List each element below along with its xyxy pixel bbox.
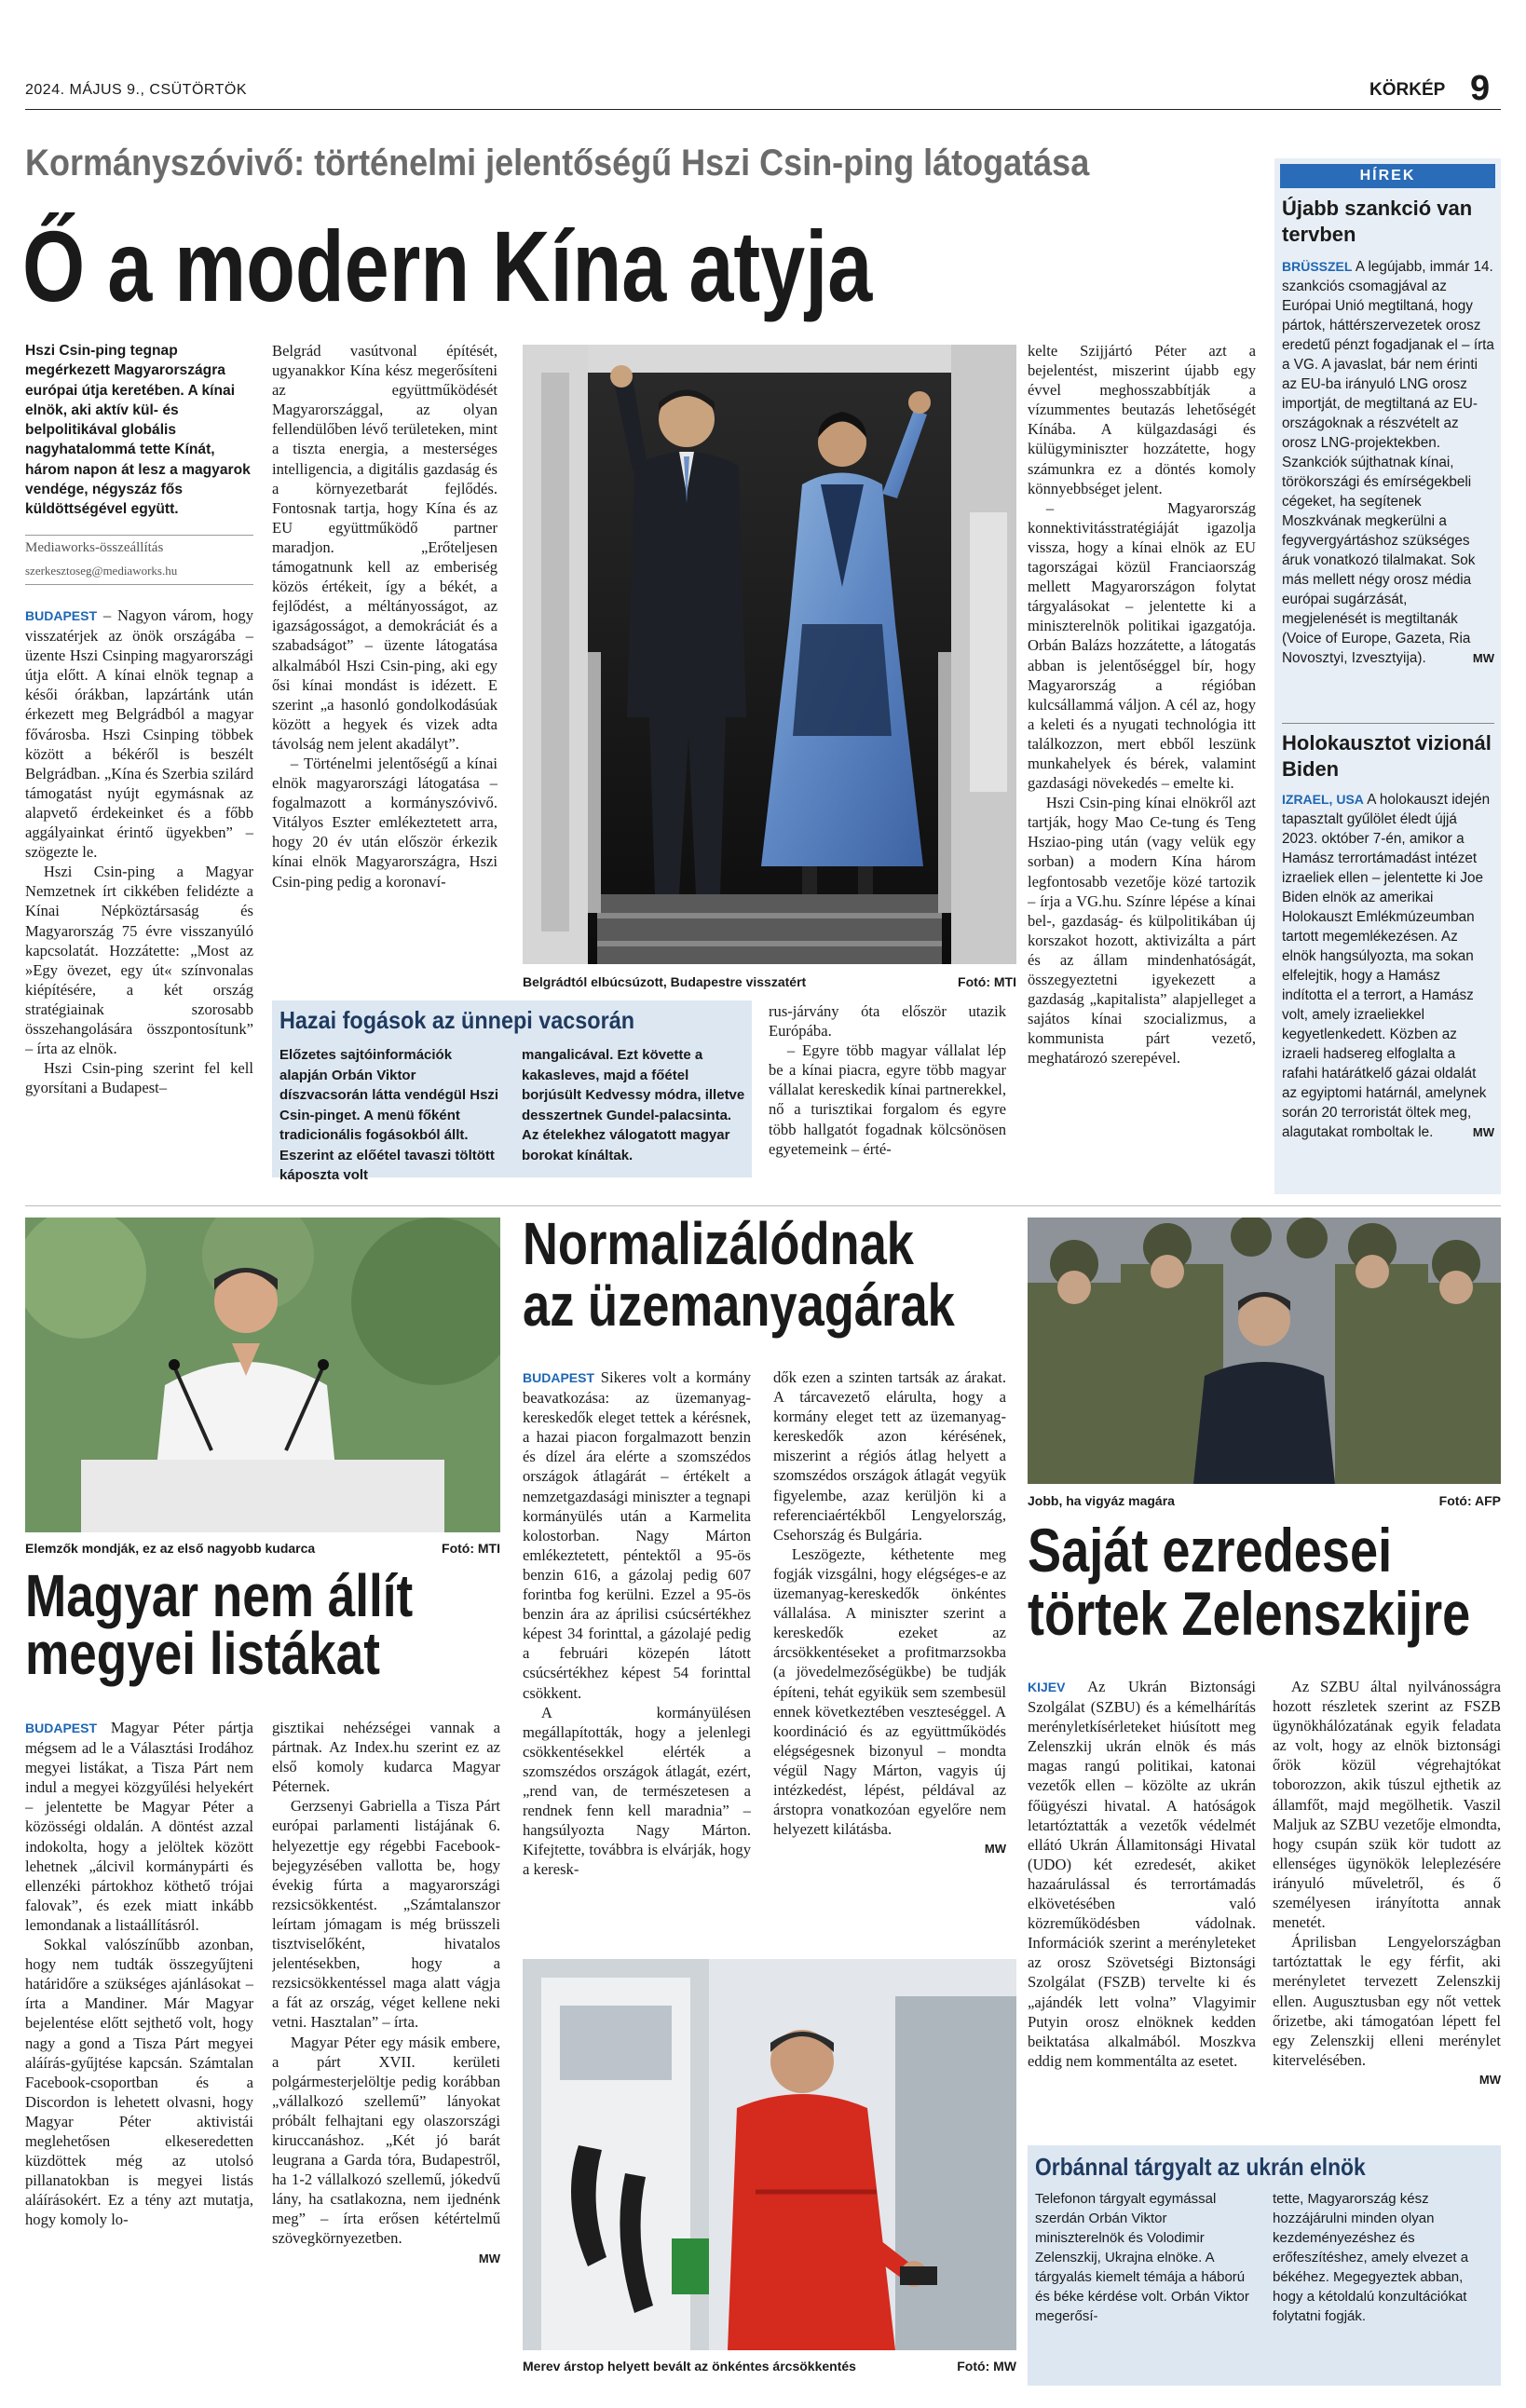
right-photo-credit: Fotó: AFP [1438,1493,1501,1508]
left-headline-line1: Magyar nem állít [25,1565,414,1629]
lead-email: szerkesztoseg@mediaworks.hu [25,564,178,578]
middle-photo-credit: Fotó: MW [957,2359,1016,2374]
sidebar-label: HÍREK [1280,164,1495,188]
lead-kicker: Kormányszóvivő: történelmi jelentőségű Hszi Csin-ping látogatása [25,143,1090,184]
dinner-box-col1: Előzetes sajtóinformációk alapján Orbán Viktor díszvacsorán látta vendégül Hszi Csin-pinget. A menü főként tradicionális fogásokból állt. Eszerint az előétel tavaszi töltött káposzta volt [279,1047,499,1183]
right-headline-wrap [1028,1517,1501,1666]
photo-illustration [1028,1218,1501,1484]
right-photo-caption: Jobb, ha vigyáz magára [1028,1493,1175,1508]
lead-headline-wrap [22,212,1271,332]
sidebar-item-2-body: A holokauszt idején tapasztalt gyűlölet éledt újjá 2023. október 7-én, amikor a Hamász terrortámadást intézet izraeliek ellen – jelentette ki Joe Biden elnök az amerikai Holokauszt Emlékmúzeumban tartott megemlékezésen. Az elnök hangsúlyozta, ma sokan elfelejtik, hogy a Hamász indította el a terrort, a Hamász volt, amely izraeliekkel kegyetlenkedett. Közben az izraeli hadsereg elfoglalta a rafahi határátkelő gázai oldalát az egyiptomi határnál, amelynek során 20 terroristát öltek meg, alagutakat romboltak le. [1282,792,1491,1140]
middle-photo-caption: Merev árstop helyett bevált az önkéntes árcsökkentés [523,2359,856,2374]
paragraph: Magyar Péter pártja mégsem ad le a Választási Irodához megyei listákat, a Tisza Párt nem indul a megyei közgyűlési helyekért – jelentette be Magyar Péter a közösségi oldalán. A döntést azzal indokolta, hogy a jelöltek között lehetnek „álcivil kormánypárti és ellenzéki pártokhoz köthető trójai falovak”, és ezek miatt inkább lemondanak a listaállításról. [25,1719,253,1934]
right-col1 [1028,1677,1256,2143]
paragraph: Gerzsenyi Gabriella a Tisza Párt európai parlamenti listájának 6. helyezettje egy régebbi Facebook-bejegyzésében vallotta be, hogy évekig fúrta a magyarországi rezsicsökkentést. „Számtalanszor leírtam jómagam is még brüsszeli tisztviselőként, hivatalos jelentésekben, hogy a rezsicsökkentéssel maga alatt vágja a fát az ország, véget kellene neki vetni. Hasztalan” – írta. [272,1797,500,2032]
phone-call-box-col2: tette, Magyarország kész hozzájárulni minden olyan kezdeményezéshez és erőfeszítéshez, amely elvezet a békéhez. Megegyeztek abban, hogy a kétoldalú konzultációkat folytatni fogják. [1273,2191,1469,2324]
lead-col2 [272,341,497,991]
paragraph: Sokkal valószínűbb azonban, hogy nem tudták összegyűjteni határidőre a szükséges ajánlásokat – írta a Mandiner. Már Magyar bejelentése előtt sejthető volt, hogy nagy a gond a Tisza Párt megyei aláírás-gyűjtése kapcsán. Számtalan Facebook-csoportban és a Discordon is lehetett olvasni, hogy Magyar Péter aktivistái meglehetősen elkeseredetten küzdöttek még az utolsó pillanatokban is megyei listás aláírásokért. Ez a tény azt mutatja, hogy komoly lo- [25,1936,253,2229]
dateline: BUDAPEST [25,1721,98,1735]
paragraph: – Nagyon várom, hogy visszatérjek az önök országába – üzente Hszi Csinping magyarországi útja előtt. A kínai elnök tegnap a késői órákban, lapzártánk után érkezett meg Belgrádból a magyar fővárosba. Hszi Csinping többek között a békéről is beszélt Belgrádban. „Kína és Szerbia szilárd támogatást nyújt egymásnak az alapvető érdekeinket és a főbb aggályainkat érintő ügyekben” – szögezte le. [25,606,253,862]
lead-byline: Mediaworks-összeállítás [25,540,164,555]
paragraph: kelte Szijjártó Péter azt a bejelentést, miszerint újabb egy évvel meghosszabbítják a vízummentes beutazás lehetőségét Kínába. A külgazdasági és külügyminiszter hozzátette, hogy számunkra ez a döntés komoly könnyebbséget jelent. [1028,342,1256,497]
signature: MW [1472,1125,1494,1139]
paragraph: dők ezen a szinten tartsák az árakat. A tárcavezető elárulta, hogy a kormány eleget tett az üzemanyag-kereskedők azon kérésének, miszerint a régiós átlag helyett a szomszédos országok átlagát vegyük figyelembe, azaz kerüljön ki a referenciaértékből Lengyelország, Csehország és Bulgária. [773,1368,1006,1544]
paragraph: Leszögezte, kéthetente meg fogják vizsgálni, hogy elégséges-e az üzemanyag-kereskedők önkéntes vállalása. A miniszter szerint a kereskedők ezeket az árcsökkentéseket a profitmarzsokba (a jövedelmezőségükbe) be tudják építeni, tehát egyikük sem szembesül ennek következtében veszteséggel. A koordináció és az együttműködés elégségesnek bizonyul – mondta végül Nagy Márton, vagyis új intézkedést, lépést, példával az árstopra vonatkozóan egyelőre nem helyezett kilátásba. [773,1544,1006,1839]
paragraph: Hszi Csin-ping kínai elnökről azt tartják, hogy Mao Ce-tung és Teng Hsziao-ping után (vagy velük egy sorban) a modern Kína három legfontosabb vezetője közé tartozik – írja a VG.hu. Színre lépése a kínai bel-, gazdaság- és külpolitikában új korszakot hozott, aktivizálta a párt és az állam mindenhatóságát, összegyeztetni igyekezett a gazdaság „kapitalista” alapjelleget a sajátos kínai szocializmus, a kommunista párt vezető, meghatározó szerepével. [1028,794,1256,1068]
header-rule [25,109,1501,110]
paragraph: Magyar Péter egy másik embere, a párt XVII. kerületi polgármesterjelöltje pedig korábban „vállalkozó szellemű” lányokat próbált felhajtani egy olaszországi kiruccanáshoz. „Két jó barát leugrana a Garda tóra, Budapestről, ha 1-2 vállalkozó szellemű, jókedvű lány, ha csatlakozna, nem ijednénk meg” – írta erősen kétértelmű szövegkörnyezetben. [272,2033,500,2248]
sidebar-item-1-body: A legújabb, immár 14. szankciós csomagjával az Európai Unió megtiltaná, hogy pártok, háttérszervezetek orosz eredetű pénzt fogadjanak el – írta a VG. A javaslat, bár nem érinti az EU-ba irányuló LNG orosz importját, de megtiltaná az EU-országoknak a részvételt az orosz LNG-projektekben. Szankciók sújthatnak kínai, törökországi és emírségekbeli cégeket, ha segítenek Moszkvának megkerülni a fegyvergyártáshoz szükséges áruk vonatkozó tilalmakat. Sok más mellett négy orosz média európai sugárzását, megjelenését is megtiltanák (Voice of Europe, Gazeta, Ria Novosztyi, Izvesztyija). [1282,259,1494,666]
dinner-box-col2: mangalicával. Ezt követte a kakasleves, majd a főétel borjúsült Kedvessy módra, illetve desszertnek Gundel-palacsinta. Az ételekhez válogatott magyar borokat kínáltak. [522,1047,745,1163]
paragraph: A kormányülésen megállapították, hogy a jelenlegi csökkentésekkel elérték a szomszédos országok átlagát, ezért, „rend van, de természetesen a rendnek fenn kell maradnia” – hangsúlyozta Nagy Márton. Kifejtette, továbbra is elvárják, hogy a keresk- [523,1703,751,1879]
paragraph: Az Ukrán Biztonsági Szolgálat (SZBU) és a kémelhárítás merényletkísérleteket hiúsított meg Zelenszkij ukrán elnök és más magas rangú politikai, katonai vezetők ellen – közölte az ukrán főügyészi hivatal. A hatóságok letartóztatták a vezetők védelmét ellátó Ukrán Államitonsági Hivatal (UDO) két ezredesét, akiket hazaárulással és terrortámadás elkövetésében való közreműködésben vádolnak. Információk szerint a merényleteket az orosz Szövetségi Biztonsági Szolgálat (FSZB) tervelte ki és „ajándék lett volna” Vlagyimir Putyin orosz elnöknek kedden beiktatása alkalmából. Moszkva eddig nem kommentálta az esetet. [1028,1678,1256,2070]
left-photo-caption: Elemzők mondják, ez az első nagyobb kudarca [25,1541,316,1556]
photo-illustration [523,1959,1016,2350]
section-name: KÖRKÉP [1369,80,1446,100]
middle-headline-wrap [523,1211,1016,1351]
intro-rule-2 [25,584,253,585]
paragraph: – Történelmi jelentőségű a kínai elnök magyarországi látogatása – fogalmazott a kormányszóvivő. Vitályos Eszter emlékeztetett arra, hogy 20 év után először érkezik kínai elnök Magyarországra, Hszi Csin-ping pedig a koronaví- [272,754,497,891]
sidebar-item-1-title: Újabb szankció van tervben [1282,197,1473,246]
fuel-station-photo [523,1959,1016,2350]
left-col1 [25,1718,253,2360]
right-headline-line2: törtek Zelenszkijre [1028,1579,1471,1648]
left-headline-wrap [25,1565,510,1695]
zelensky-soldiers-photo [1028,1218,1501,1484]
xi-jinping-arrival-photo [523,345,1016,964]
paragraph: – Magyarország konnektivitásstratégiáját igazolja vissza, hogy a kínai elnök az EU tagországai közül Franciaország mellett Magyarországon folytat tárgyalásokat – jelentette ki a miniszterelnök politikai igazgatója. Orbán Balázs hozzátette, a látogatás abban is jelentőséggel bír, hogy Magyarország a régióban kulcsállammá váljon. A cél az, hogy a keleti és a nyugati technológia itt találkozzon, mert ebből leszünk munkahelyek és bérek, valamint gazdasági növekedés – emelte ki. [1028,498,1256,793]
signature: MW [1478,2072,1501,2087]
middle-col2 [773,1367,1006,1945]
paragraph: – Egyre több magyar vállalat lép be a kínai piacra, egyre több magyar vállalat kereskedik kínai partnerekkel, nő a turisztikai forgalom és egyre több hallgatót fogadnak kölcsönösen egyetemeink – érté- [769,1041,1006,1158]
lead-col3 [769,1001,1006,1178]
signature: MW [1472,651,1494,665]
right-headline-line1: Saját ezredesei [1028,1517,1393,1585]
sidebar-item-1-text [1282,257,1494,668]
dateline: BRÜSSZEL [1282,259,1353,274]
paragraph: Sikeres volt a kormány beavatkozása: az üzemanyag-kereskedők eleget tettek a kérésnek, a hazai piacon forgalmazott benzin és dízel ára elérte a szomszédos országok átlagárát – értékelt a nemzetgazdasági miniszter a tegnapi kormányülés után a Karmelita kolostorban. Nagy Márton emlékeztetett, péntektől a 95-ös benzin 616, a gázolaj pedig 607 forintba fog kerülni. Ezzel a 95-ös benzin ára az áprilisi csúcsértékhez képest 34 forinttal, a gázolajé pedig a februári közepén látott csúcsértékhez képest 54 forinttal csökkent. [523,1368,751,1702]
intro-rule [25,535,253,536]
paragraph: Hszi Csin-ping a Magyar Nemzetnek írt cikkében felidézte a Kínai Népköztársaság és Magyarország 75 évre visszanyúló kapcsolatát. Hozzátette: „Most az »Egy övezet, egy út« színvonalas kiépítésére, a két ország stratégiainak szorosabb összehangolására összpontosítunk” – írta az elnök. [25,863,253,1058]
paragraph: Az SZBU által nyilvánosságra hozott részletek szerint az FSZB ügynökhálózatának egyik feladata az volt, hogy az elnök biztonsági őrök közül végrehajtókat toborozzon, akik túszul ejthetik az államfőt, majd megölhetik. Vaszil Maljuk az SZBU vezetője elmondta, hogy csupán szük kör tudott az ellenséges ügynökök leleplezésére irányuló műveletről, és ő személyesen irányította annak menetét. [1273,1678,1501,1932]
lead-photo-caption: Belgrádtól elbúcsúzott, Budapestre visszatért [523,974,807,989]
signature: MW [478,2251,500,2265]
lead-col4 [1028,341,1256,1179]
lead-headline: Ő a modern Kína atyja [22,212,873,322]
page-number: 9 [1470,69,1491,108]
lead-kicker-wrap [25,143,1255,191]
paragraph: rus-járvány óta először utazik Európába. [769,1002,1006,1041]
dinner-box-title: Hazai fogások az ünnepi vacsorán [279,1006,635,1034]
middle-headline-line1: Normalizálódnak [523,1211,914,1277]
left-col2 [272,1718,500,2360]
section-rule [25,1205,1501,1206]
lead-photo-credit: Fotó: MTI [958,974,1016,989]
paragraph: gisztikai nehézségei vannak a pártnak. Az Index.hu szerint ez az első komoly kudarca Magyar Péternek. [272,1719,500,1796]
phone-call-box-col1: Telefonon tárgyalt egymással szerdán Orbán Viktor miniszterelnök és Volodimir Zelenszkij, Ukrajna elnöke. A tárgyalás kiemelt témája a háború és béke kérdése volt. Orbán Viktor megerősí- [1035,2191,1249,2324]
magyar-peter-photo [25,1218,500,1532]
lead-col1 [25,605,253,1178]
photo-illustration [25,1218,500,1532]
dateline: BUDAPEST [25,608,98,623]
signature: MW [984,1842,1006,1857]
issue-date: 2024. MÁJUS 9., CSÜTÖRTÖK [25,82,248,98]
lead-intro: Hszi Csin-ping tegnap megérkezett Magyarországra európai útja keretében. A kínai elnök, aki aktív kül- és belpolitikával globális nagyhatalommá tette Kínát, három napon át lesz a magyarok vendége, négyszáz fős küldöttségével együtt. [25,343,251,518]
paragraph: Hszi Csin-ping szerint fel kell gyorsítani a Budapest– [25,1059,253,1097]
sidebar-divider [1282,723,1494,724]
paragraph: Belgrád vasútvonal építését, ugyanakkor Kína kész megerősíteni az együttműködését Magyarországgal, az olyan fellendülőben lévő területeken, mint a tiszta energia, a mesterséges intelligencia, a digitális gazdaság és a környezetbarát fejlődés. Fontosnak tartja, hogy Kína és az EU együttműködő partner maradjon. „Erőteljesen támogatnunk kell az emberiség közös értékeit, így a békét, a fejlődést, a méltányosságot, az igazságosságot, a demokráciát és a szabadságot” – üzente látogatása alkalmából Hszi Csin-ping, aki egy ősi kínai mondást is idézett. E szerint „a hasonló gondolkodásúak között a hegyek és vizek adta távolság nem jelent akadályt”. [272,342,497,753]
dateline: KIJEV [1028,1680,1066,1694]
paragraph: Áprilisban Lengyelországban tartóztattak le egy férfit, aki merényletet tervezett Zelenszkij ellen. Augusztusban egy nőt vettek őrizetbe, aki támogatóan lépett fel egy Zelenszkij elleni merénylet kitervelésében. [1273,1933,1501,2069]
left-headline-line2: megyei listákat [25,1620,380,1687]
middle-headline-line2: az üzemanyagárak [523,1272,955,1339]
dateline: IZRAEL, USA [1282,792,1364,807]
left-photo-credit: Fotó: MTI [442,1541,500,1556]
sidebar-item-2-text [1282,790,1494,1142]
right-col2 [1273,1677,1501,2143]
phone-call-box-title: Orbánnal tárgyalt az ukrán elnök [1035,2153,1366,2181]
dateline: BUDAPEST [523,1370,595,1385]
sidebar-item-2-title: Holokausztot vizionál Biden [1282,731,1492,781]
middle-col1 [523,1367,751,1945]
photo-illustration [523,345,1016,964]
